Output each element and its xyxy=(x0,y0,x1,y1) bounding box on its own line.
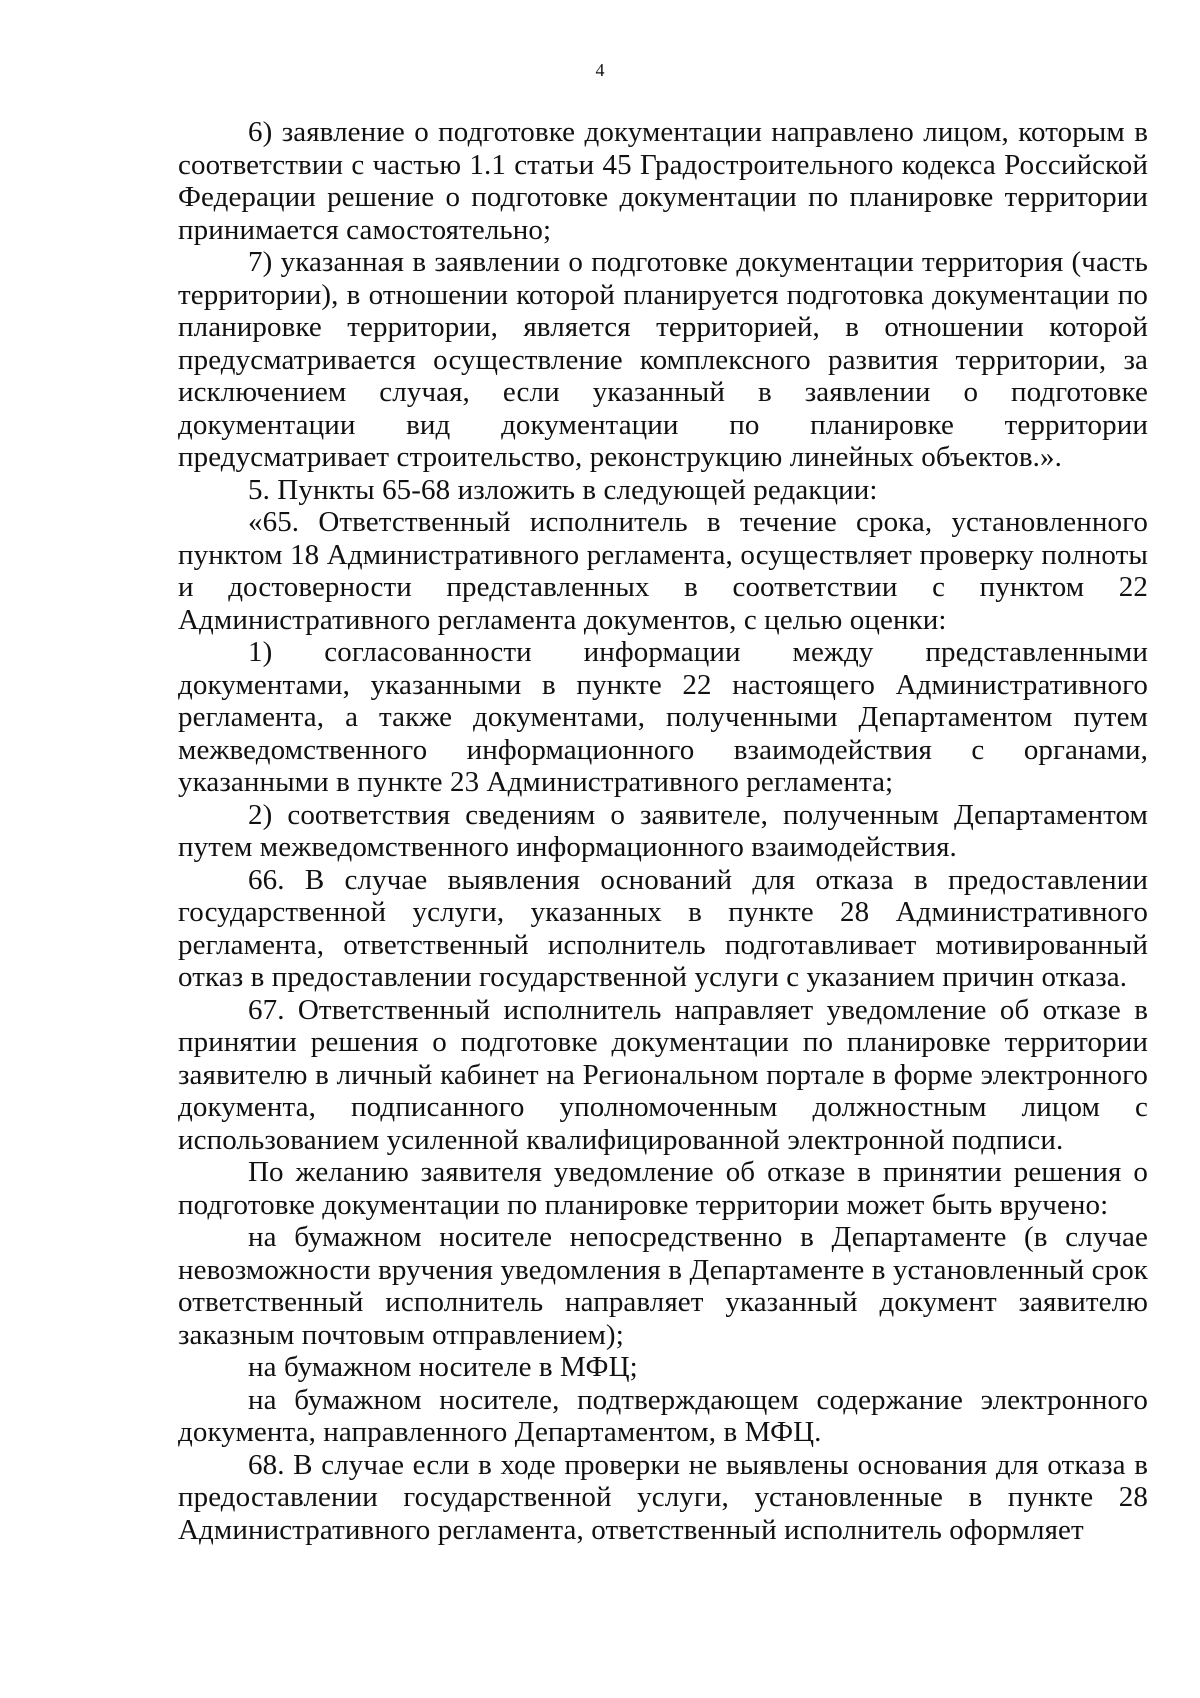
paragraph-65: «65. Ответственный исполнитель в течение срока, установленного пунктом 18 Административного регламента, осуществляет проверку полноты и достоверности представленных в соответствии с пунктом 22 Административного регламента документов, с целью оценки: xyxy=(178,506,1148,636)
paragraph-67: 67. Ответственный исполнитель направляет уведомление об отказе в принятии решения о подготовке документации по планировке территории заявителю в личный кабинет на Региональном портале в форме электронного документа, подписанного уполномоченным должностным лицом с использованием усиленной квалифицированной электронной подписи. xyxy=(178,993,1148,1156)
paragraph-65-subitem-1: 1) согласованности информации между представленными документами, указанными в пункте 22 настоящего Административного регламента, а также документами, полученными Департаментом путем межведомственного информационного взаимодействия с органами, указанными в пункте 23 Административного регламента; xyxy=(178,636,1148,798)
paragraph-amendment-5: 5. Пункты 65-68 изложить в следующей редакции: xyxy=(248,473,878,506)
paragraph-65-subitem-2: 2) соответствия сведениям о заявителе, полученным Департаментом путем межведомственного информационного взаимодействия. xyxy=(178,798,1148,863)
paragraph-67-delivery-option-1: на бумажном носителе непосредственно в Департаменте (в случае невозможности вручения уведомления в Департаменте в установленный срок ответственный исполнитель направляет указанный документ заявителю заказным почтовым отправлением); xyxy=(178,1221,1148,1351)
paragraph-67-delivery-option-2: на бумажном носителе в МФЦ; xyxy=(248,1351,638,1383)
paragraph-67-delivery-option-3: на бумажном носителе, подтверждающем содержание электронного документа, направленного Департаментом, в МФЦ. xyxy=(178,1383,1148,1448)
paragraph-68: 68. В случае если в ходе проверки не выявлены основания для отказа в предоставлении государственной услуги, установленные в пункте 28 Административного регламента, ответственный исполнитель оформляет xyxy=(178,1448,1148,1546)
document-body xyxy=(178,116,1148,1546)
paragraph-67-delivery-intro: По желанию заявителя уведомление об отказе в принятии решения о подготовке документации по планировке территории может быть вручено: xyxy=(178,1156,1148,1221)
paragraph-item-7: 7) указанная в заявлении о подготовке документации территория (часть территории), в отношении которой планируется подготовка документации по планировке территории, является территорией, в отношении которой предусматривается осуществление комплексного развития территории, за исключением случая, если указанный в заявлении о подготовке документации вид документации по планировке территории предусматривает строительство, реконструкцию линейных объектов.». xyxy=(178,246,1148,473)
page-number: 4 xyxy=(595,60,605,80)
paragraph-66: 66. В случае выявления оснований для отказа в предоставлении государственной услуги, указанных в пункте 28 Административного регламента, ответственный исполнитель подготавливает мотивированный отказ в предоставлении государственной услуги с указанием причин отказа. xyxy=(178,863,1148,993)
paragraph-item-6: 6) заявление о подготовке документации направлено лицом, которым в соответствии с частью 1.1 статьи 45 Градостроительного кодекса Российской Федерации решение о подготовке документации по планировке территории принимается самостоятельно; xyxy=(178,116,1148,246)
